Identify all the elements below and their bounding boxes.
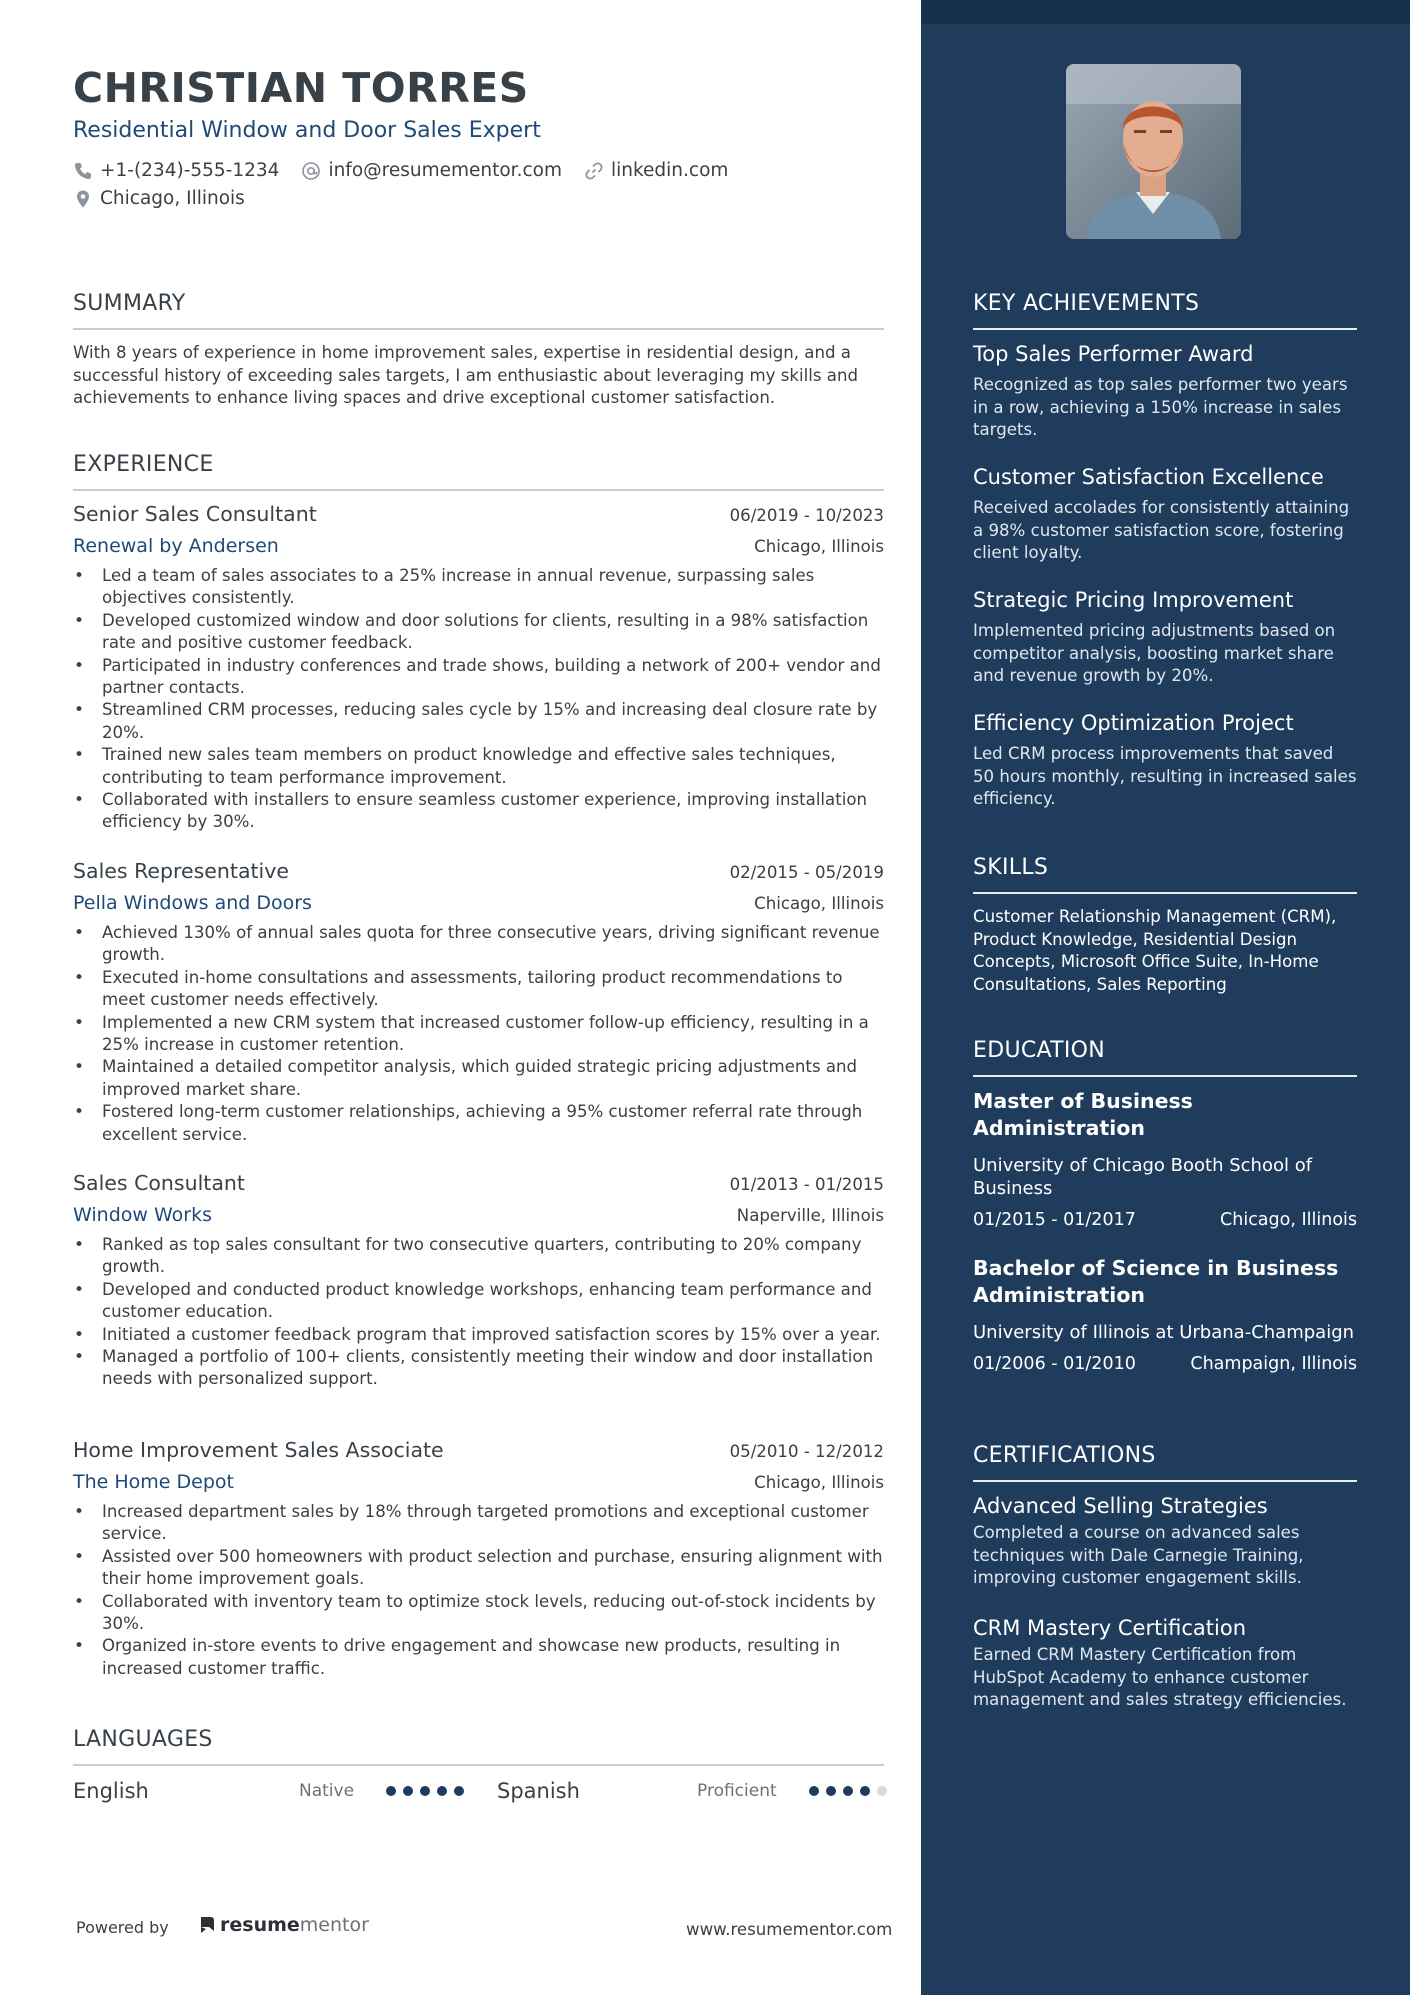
contact-location <box>73 188 245 209</box>
contact-row <box>73 160 750 181</box>
language-name: Spanish <box>497 1779 580 1803</box>
certification-title: CRM Mastery Certification <box>973 1616 1247 1640</box>
logo-text-light: mentor <box>299 1914 369 1936</box>
linkedin-text: linkedin.com <box>610 160 729 181</box>
certification-text: Completed a course on advanced sales techniques with Dale Carnegie Training, improving customer engagement skills. <box>973 1523 1304 1587</box>
bullet-item: • Executed in-home consultations and assessments, tailoring product recommendations to meet customer needs effectively. <box>73 967 884 1012</box>
achievement-title: Strategic Pricing Improvement <box>973 588 1294 612</box>
education-dates: 01/2015 - 01/2017 <box>973 1210 1136 1230</box>
experience-heading: EXPERIENCE <box>73 452 884 491</box>
bullet-item: • Organized in-store events to drive engagement and showcase new products, resulting in increased customer traffic. <box>73 1635 884 1680</box>
profile-photo <box>1066 64 1241 239</box>
achievement-item <box>973 463 1357 565</box>
bullet-item: • Achieved 130% of annual sales quota for three consecutive years, driving significant revenue growth. <box>73 922 884 967</box>
email-text: info@resumementor.com <box>328 160 562 181</box>
certification-item <box>973 1614 1357 1712</box>
job-role: Sales Representative <box>73 859 289 883</box>
rating-dot-filled <box>403 1786 413 1796</box>
link-icon <box>584 161 604 181</box>
rating-dot-filled <box>454 1786 464 1796</box>
job-location: Chicago, Illinois <box>754 537 884 556</box>
contact-phone[interactable] <box>73 160 279 181</box>
location-text: Chicago, Illinois <box>100 188 245 209</box>
rating-dot-filled <box>843 1786 853 1796</box>
certification-text: Earned CRM Mastery Certification from HubSpot Academy to enhance customer management and sales strategy efficiencies. <box>973 1645 1347 1709</box>
job-company: Pella Windows and Doors <box>73 892 312 914</box>
languages-heading: LANGUAGES <box>73 1727 884 1766</box>
job-company: Renewal by Andersen <box>73 535 279 557</box>
education-dates: 01/2006 - 01/2010 <box>973 1354 1136 1374</box>
candidate-title: Residential Window and Door Sales Expert <box>73 118 541 143</box>
contact-linkedin[interactable] <box>584 160 728 181</box>
languages-row <box>73 1776 884 1806</box>
job-dates: 02/2015 - 05/2019 <box>729 863 884 882</box>
candidate-name: CHRISTIAN TORRES <box>73 64 529 112</box>
certification-item <box>973 1492 1357 1590</box>
job-bullets <box>73 922 884 1146</box>
achievement-text: Received accolades for consistently attaining a 98% customer satisfaction score, fostering client loyalty. <box>973 498 1350 562</box>
skills-text: Customer Relationship Management (CRM), Product Knowledge, Residential Design Concepts, Microsoft Office Suite, In-Home Consultations, Sales Reporting <box>973 907 1337 994</box>
resumementor-logo[interactable] <box>198 1914 369 1936</box>
bullet-item: • Collaborated with inventory team to optimize stock levels, reducing out-of-stock incidents by 30%. <box>73 1591 884 1636</box>
bullet-item: • Ranked as top sales consultant for two consecutive quarters, contributing to 20% company growth. <box>73 1234 884 1279</box>
achievement-title: Customer Satisfaction Excellence <box>973 465 1324 489</box>
location-pin-icon <box>73 189 93 209</box>
job-bullets <box>73 565 884 834</box>
language-item <box>497 1776 897 1806</box>
job-dates: 06/2019 - 10/2023 <box>729 506 884 525</box>
achievement-title: Top Sales Performer Award <box>973 342 1254 366</box>
bullet-item: • Participated in industry conferences and trade shows, building a network of 200+ vendor and partner contacts. <box>73 655 884 700</box>
bullet-item: • Increased department sales by 18% through targeted promotions and exceptional customer service. <box>73 1501 884 1546</box>
job-entry <box>73 859 884 1146</box>
job-entry <box>73 1438 884 1680</box>
certifications-heading: CERTIFICATIONS <box>973 1443 1357 1482</box>
summary-heading: SUMMARY <box>73 291 884 330</box>
bullet-item: • Initiated a customer feedback program that improved satisfaction scores by 15% over a year. <box>73 1324 884 1346</box>
rating-dot-filled <box>826 1786 836 1796</box>
job-entry <box>73 1171 884 1391</box>
language-level: Proficient <box>697 1781 777 1801</box>
bullet-item: • Fostered long-term customer relationships, achieving a 95% customer referral rate through excellent service. <box>73 1101 884 1146</box>
achievement-item <box>973 586 1357 688</box>
job-entry <box>73 502 884 834</box>
bullet-item: • Led a team of sales associates to a 25% increase in annual revenue, surpassing sales objectives consistently. <box>73 565 884 610</box>
education-item <box>973 1255 1357 1374</box>
job-role: Home Improvement Sales Associate <box>73 1438 444 1462</box>
job-role: Senior Sales Consultant <box>73 502 317 526</box>
language-rating <box>809 1786 894 1796</box>
contact-email[interactable] <box>301 160 562 181</box>
job-location: Chicago, Illinois <box>754 894 884 913</box>
job-location: Naperville, Illinois <box>736 1206 884 1225</box>
certification-title: Advanced Selling Strategies <box>973 1494 1268 1518</box>
education-degree: Bachelor of Science in Business Administration <box>973 1256 1339 1307</box>
job-company: Window Works <box>73 1204 212 1226</box>
job-location: Chicago, Illinois <box>754 1473 884 1492</box>
achievement-item <box>973 709 1357 811</box>
education-degree: Master of Business Administration <box>973 1089 1193 1140</box>
phone-text: +1-(234)-555-1234 <box>100 160 280 181</box>
powered-by-label: Powered by <box>76 1918 169 1937</box>
job-role: Sales Consultant <box>73 1171 245 1195</box>
rating-dot-filled <box>386 1786 396 1796</box>
education-school: University of Chicago Booth School of Business <box>973 1155 1313 1199</box>
sidebar <box>921 0 1410 1995</box>
bullet-item: • Assisted over 500 homeowners with product selection and purchase, ensuring alignment with their home improvement goals. <box>73 1546 884 1591</box>
footer-website[interactable]: www.resumementor.com <box>686 1920 893 1939</box>
at-icon <box>301 161 321 181</box>
bullet-item: • Managed a portfolio of 100+ clients, consistently meeting their window and door installation needs with personalized support. <box>73 1346 884 1391</box>
profile-photo-illustration <box>1066 64 1241 239</box>
education-school: University of Illinois at Urbana-Champaign <box>973 1322 1355 1343</box>
bullet-item: • Collaborated with installers to ensure seamless customer experience, improving installation efficiency by 30%. <box>73 789 884 834</box>
job-dates: 01/2013 - 01/2015 <box>729 1175 884 1194</box>
education-heading: EDUCATION <box>973 1038 1357 1077</box>
achievement-text: Recognized as top sales performer two years in a row, achieving a 150% increase in sales targets. <box>973 375 1348 439</box>
achievement-item <box>973 340 1357 442</box>
job-bullets <box>73 1234 884 1391</box>
education-item <box>973 1088 1357 1230</box>
job-bullets <box>73 1501 884 1680</box>
bullet-item: • Developed and conducted product knowledge workshops, enhancing team performance and customer education. <box>73 1279 884 1324</box>
achievement-title: Efficiency Optimization Project <box>973 711 1294 735</box>
bullet-item: • Streamlined CRM processes, reducing sales cycle by 15% and increasing deal closure rate by 20%. <box>73 699 884 744</box>
skills-heading: SKILLS <box>973 855 1357 894</box>
phone-icon <box>73 161 93 181</box>
achievement-text: Led CRM process improvements that saved 50 hours monthly, resulting in increased sales efficiency. <box>973 744 1357 808</box>
rating-dot-empty <box>877 1786 887 1796</box>
language-rating <box>386 1786 471 1796</box>
sidebar-top-band <box>921 0 1410 24</box>
language-item <box>73 1776 473 1806</box>
education-location: Chicago, Illinois <box>1220 1210 1357 1230</box>
summary-text: With 8 years of experience in home improvement sales, expertise in residential design, and a successful history of exceeding sales targets, I am enthusiastic about leveraging my skills and achievements to enhance living spaces and drive exceptional customer satisfaction. <box>73 343 858 407</box>
resumementor-logo-icon <box>198 1915 216 1935</box>
bullet-item: • Developed customized window and door solutions for clients, resulting in a 98% satisfaction rate and positive customer feedback. <box>73 610 884 655</box>
achievement-text: Implemented pricing adjustments based on competitor analysis, boosting market share and revenue growth by 20%. <box>973 621 1336 685</box>
rating-dot-filled <box>860 1786 870 1796</box>
language-level: Native <box>299 1781 355 1801</box>
logo-text-bold: resume <box>220 1914 300 1936</box>
education-location: Champaign, Illinois <box>1190 1354 1357 1374</box>
bullet-item: • Trained new sales team members on product knowledge and effective sales techniques, contributing to team performance improvement. <box>73 744 884 789</box>
job-dates: 05/2010 - 12/2012 <box>729 1442 884 1461</box>
rating-dot-filled <box>420 1786 430 1796</box>
location-row <box>73 188 267 209</box>
rating-dot-filled <box>437 1786 447 1796</box>
language-name: English <box>73 1779 149 1803</box>
job-company: The Home Depot <box>73 1471 234 1493</box>
bullet-item: • Implemented a new CRM system that increased customer follow-up efficiency, resulting in a 25% increase in customer retention. <box>73 1012 884 1057</box>
achievements-heading: KEY ACHIEVEMENTS <box>973 291 1357 330</box>
bullet-item: • Maintained a detailed competitor analysis, which guided strategic pricing adjustments and improved market share. <box>73 1056 884 1101</box>
rating-dot-filled <box>809 1786 819 1796</box>
